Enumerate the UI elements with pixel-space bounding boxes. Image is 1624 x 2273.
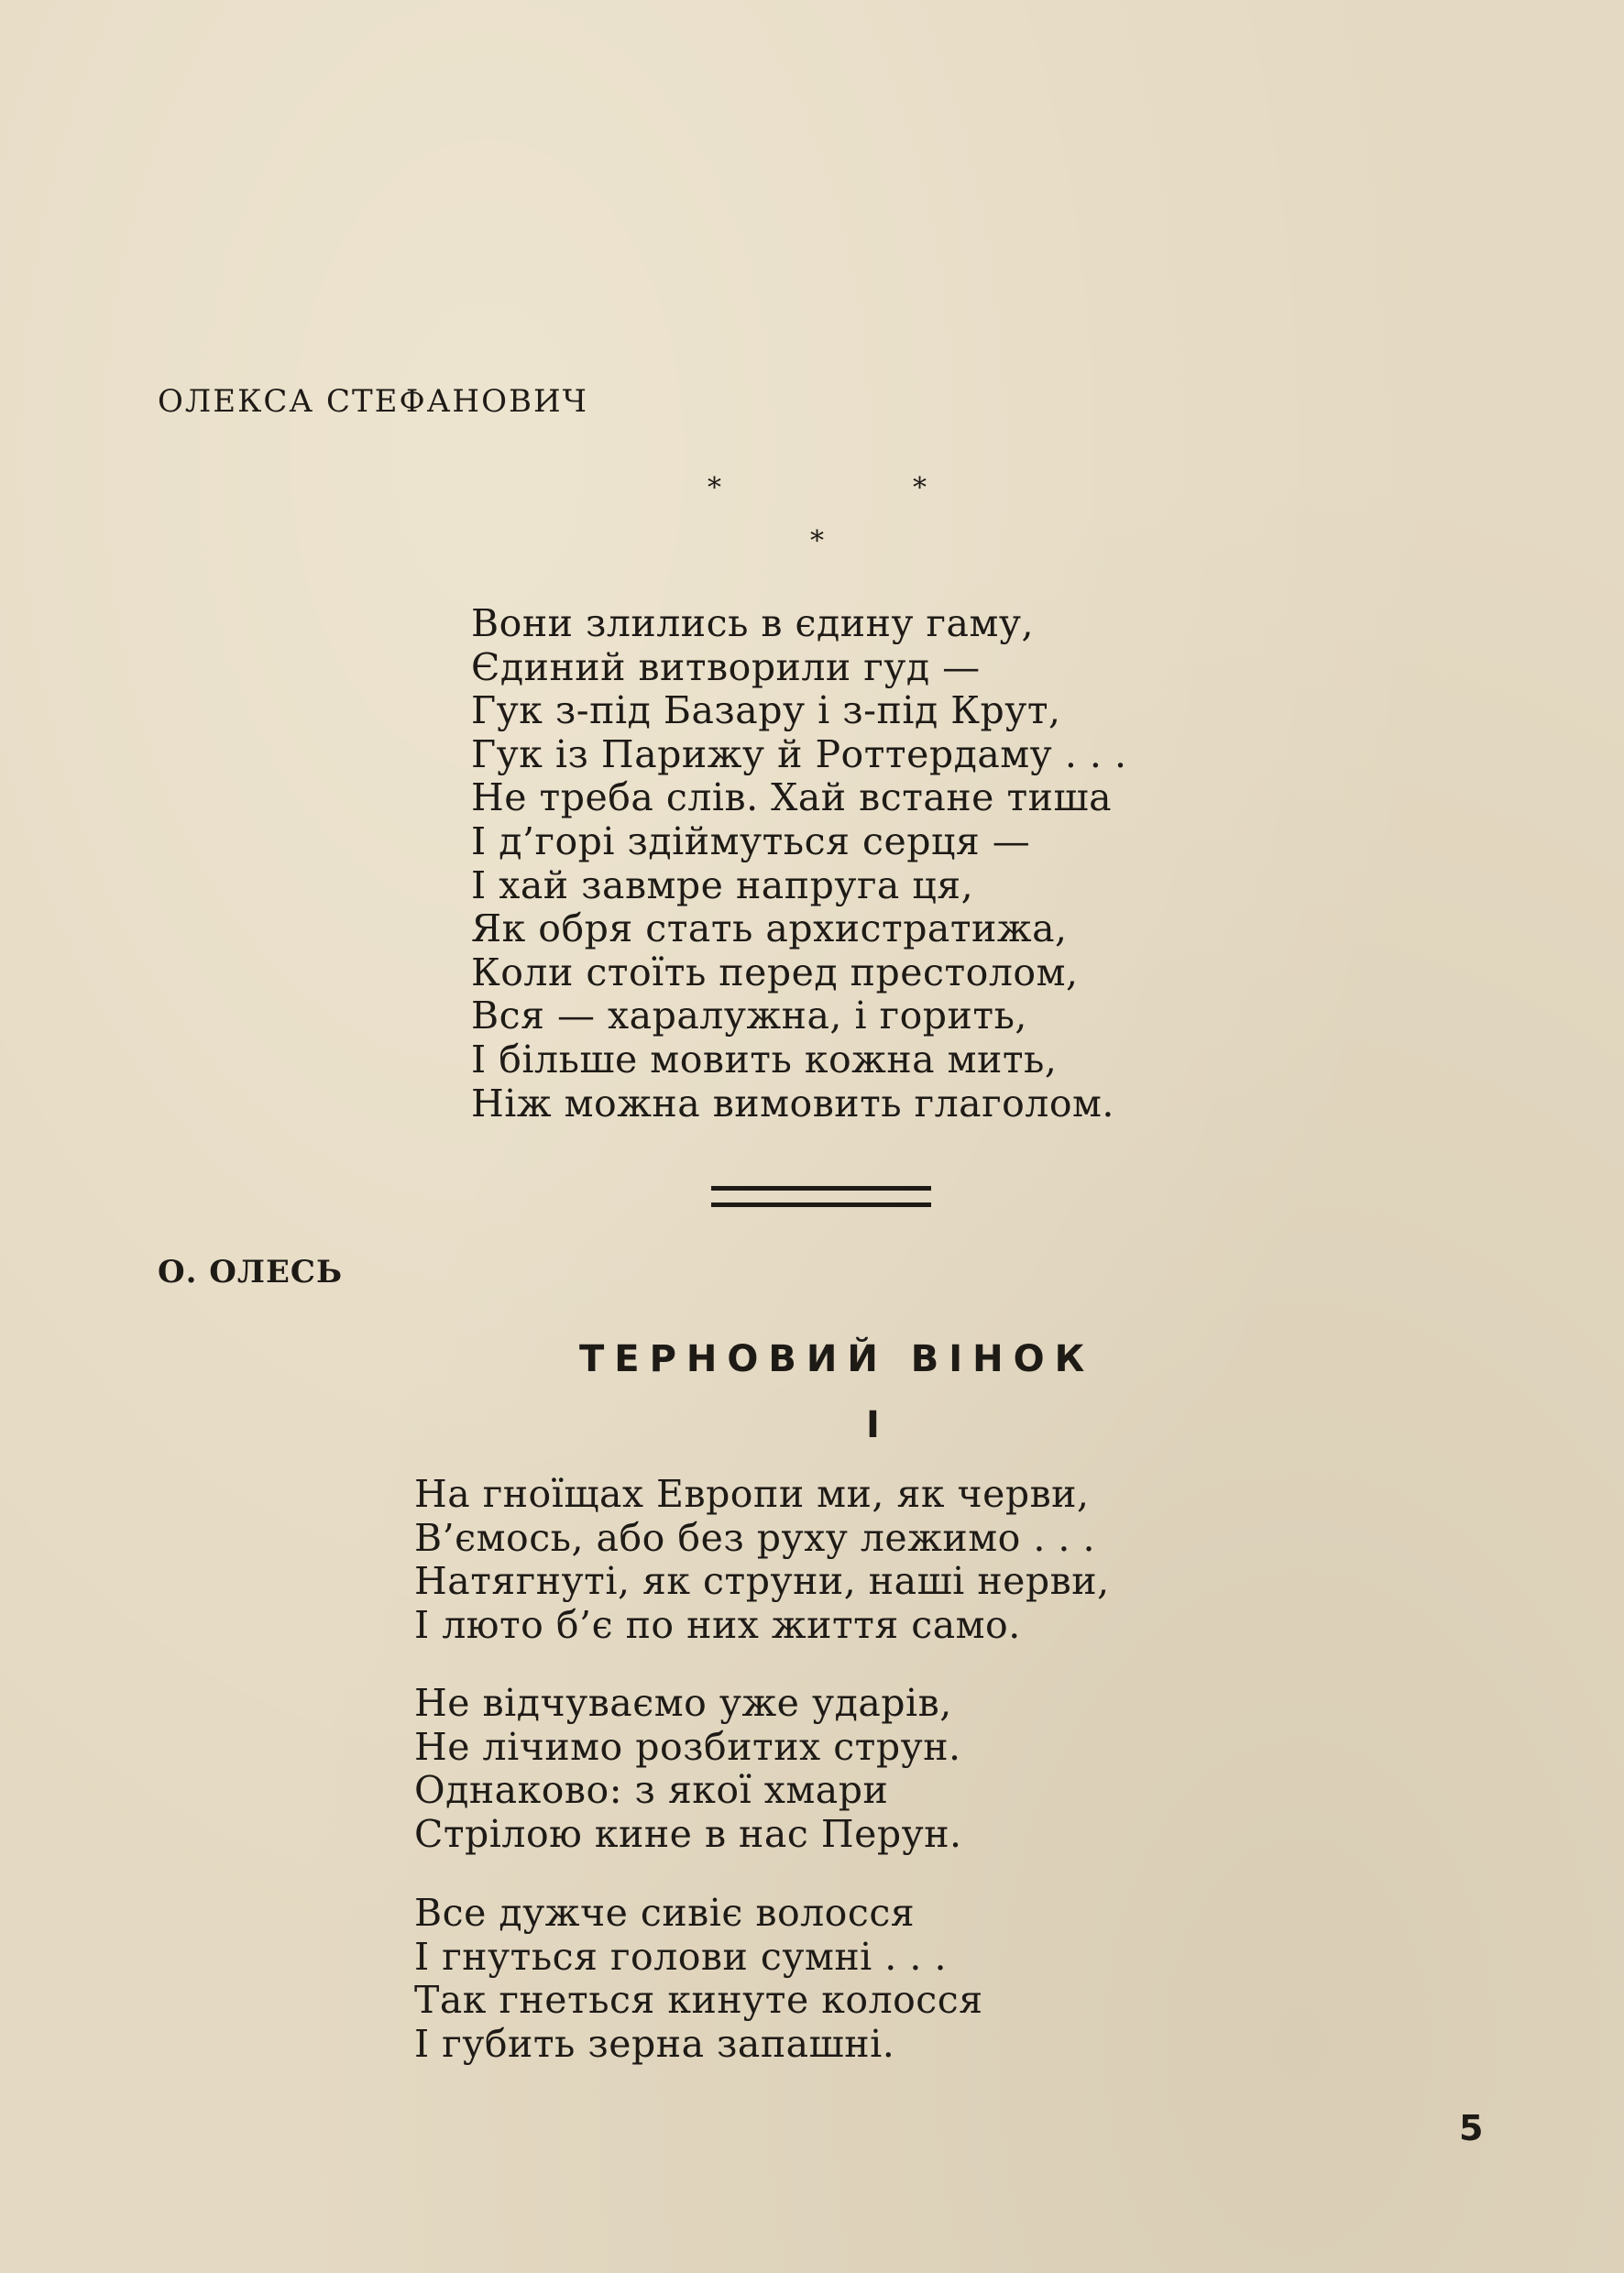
poem-line: І хай завмре напруга ця, [471, 862, 974, 907]
poem-line: Ніж можна вимовить глаголом. [471, 1081, 1114, 1126]
poem-line: І люто б’є по них життя само. [414, 1602, 1021, 1647]
double-rule-divider [711, 1186, 931, 1191]
poem-line: Однаково: з якої хмари [414, 1768, 889, 1813]
ornament-star: * [708, 472, 721, 504]
poem-line: Стрілою кине в нас Перун. [414, 1811, 962, 1856]
poem-line: Все дужче сивіє волосся [414, 1891, 916, 1935]
poem-line: Не відчуваємо уже ударів, [414, 1681, 952, 1725]
poem-line: Єдиний витворили гуд — [471, 644, 981, 689]
page-number: 5 [1459, 2108, 1484, 2148]
poem-line: Не треба слів. Хай встане тиша [471, 775, 1113, 820]
double-rule-divider [711, 1202, 931, 1207]
poem-line: Не лічимо розбитих струн. [414, 1724, 961, 1769]
asterism-ornament [697, 472, 953, 555]
poem-line: І губить зерна запашні. [414, 2021, 895, 2066]
poem-line: В’ємось, або без руху лежимо . . . [414, 1515, 1096, 1560]
stanza [414, 1473, 1110, 1647]
poem-line: Гук із Парижу й Роттердаму . . . [471, 731, 1127, 776]
poem-title: ТЕРНОВИЙ ВІНОК [579, 1338, 1095, 1380]
author-name-oles: О. ОЛЕСЬ [158, 1254, 344, 1290]
poem-line: Коли стоїть перед престолом, [471, 950, 1079, 994]
poem-line: Гук з-під Базару і з-під Крут, [471, 688, 1061, 733]
poem-line: Вони злились в єдину гаму, [471, 601, 1035, 645]
poem-line: І гнуться голови сумні . . . [414, 1934, 947, 1979]
poem-part-number: I [866, 1404, 880, 1446]
author-name-stefanovych: ОЛЕКСА СТЕФАНОВИЧ [158, 383, 588, 420]
poem-line: І д’горі здіймуться серця — [471, 818, 1031, 863]
ornament-star: * [913, 472, 927, 504]
stanza [414, 1682, 962, 1856]
ornament-star: * [810, 525, 824, 557]
poem-line: Натягнуті, як струни, наші нерви, [414, 1559, 1110, 1604]
poem-line: На гноїщах Европи ми, як черви, [414, 1472, 1090, 1516]
poem-stefanovych [471, 602, 1126, 1126]
stanza [414, 1892, 983, 2066]
poem-line: І більше мовить кожна мить, [471, 1037, 1058, 1082]
poem-line: Так гнеться кинуте колосся [414, 1978, 983, 2023]
poem-line: Вся — харалужна, і горить, [471, 994, 1027, 1038]
poem-line: Як обря стать архистратижа, [471, 906, 1068, 951]
